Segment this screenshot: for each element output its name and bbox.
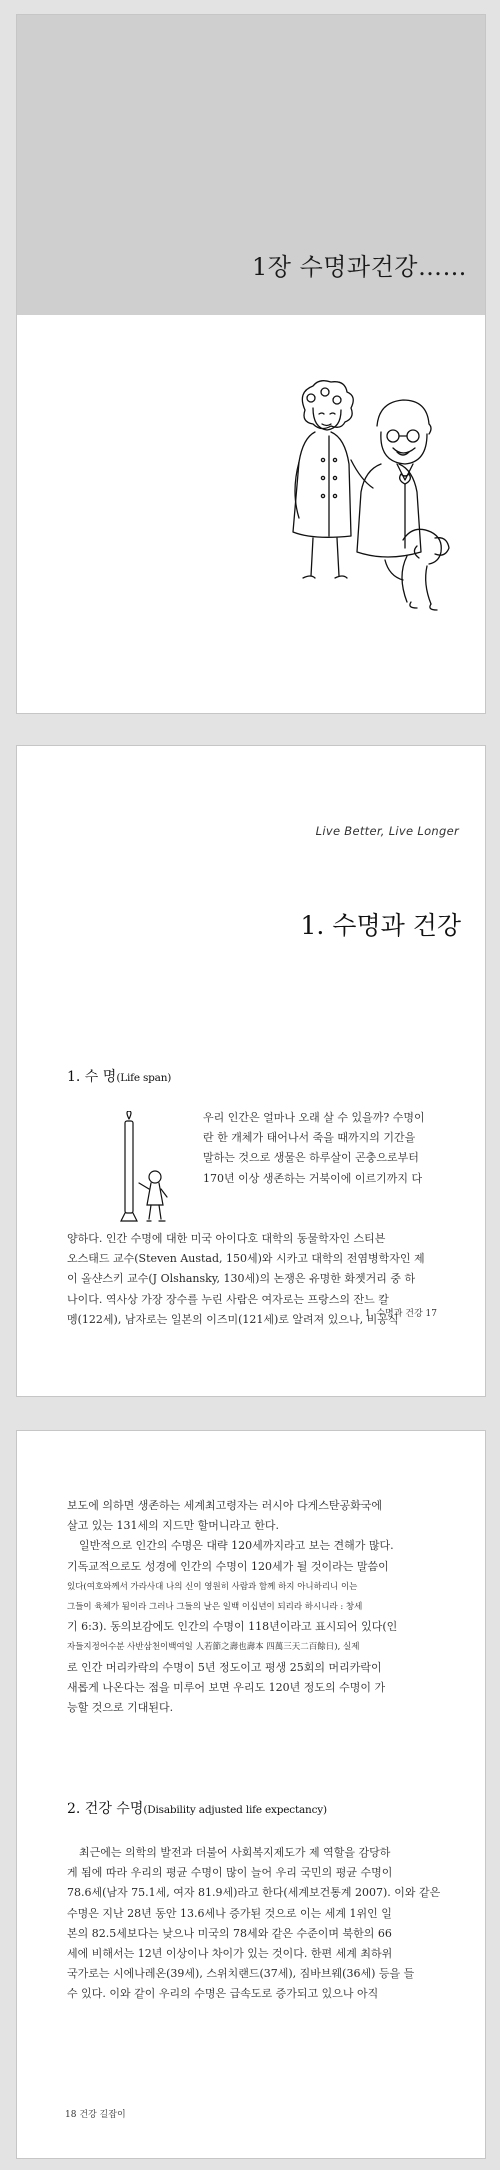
page-chapter-opener [16, 14, 486, 714]
text-line: 국가로는 시에나레온(39세), 스위치랜드(37세), 짐바브웨(36세) 등을 들 [67, 1967, 415, 1981]
text-line: 최근에는 의학의 발전과 더불어 사회복지제도가 제 역할을 감당하 [79, 1846, 391, 1859]
text-line: 170년 이상 생존하는 거북이에 이르기까지 다 [203, 1171, 423, 1185]
text-line: 자들지정어수분 사반삼천이백여일 人若節之壽也壽本 四萬三天二百餘日), 실제 [67, 1642, 360, 1653]
text-line: 세에 비해서는 12년 이상이나 차이가 있는 것이다. 한편 세계 최하위 [67, 1947, 393, 1961]
subsection-heading-ko: 2. 건강 수명 [67, 1801, 144, 1817]
text-line: 새롭게 나온다는 점을 미루어 보면 우리도 120년 정도의 수명이 가 [67, 1680, 386, 1694]
text-line: 게 됨에 따라 우리의 평균 수명이 많이 늘어 우리 국민의 평균 수명이 [67, 1866, 393, 1880]
section-title: 1. 수명과 건강 [300, 911, 461, 940]
text-line: 나이다. 역사상 가장 장수를 누린 사람은 여자로는 프랑스의 잔느 칼 [67, 1292, 389, 1306]
text-line: 수명은 지난 28년 동안 13.6세나 증가된 것으로 이는 세계 1위인 일 [67, 1906, 392, 1920]
subsection-heading-ko: 1. 수 명 [67, 1069, 117, 1085]
text-line: 78.6세(남자 75.1세, 여자 81.9세)라고 한다(세계보건통계 2007). 이와 같은 [67, 1886, 441, 1900]
text-line: 그들이 육체가 됨이라 그러나 그들의 날은 일백 이십년이 되리라 하시니라 : 창세 [67, 1602, 363, 1613]
elderly-couple-with-dog-illustration [285, 380, 465, 630]
text-line: 말하는 것으로 생물은 하루살이 곤충으로부터 [203, 1151, 419, 1165]
text-line: 살고 있는 131세의 지드만 할머니라고 한다. [67, 1519, 279, 1533]
text-line: 일반적으로 인간의 수명은 대략 120세까지라고 보는 견해가 많다. [79, 1539, 394, 1553]
text-line: 란 한 개체가 태어나서 죽을 때까지의 기간을 [203, 1131, 416, 1145]
body-text [67, 1843, 443, 2005]
running-tagline: Live Better, Live Longer [315, 824, 459, 838]
text-line: 우리 인간은 얼마나 오래 살 수 있을까? 수명이 [203, 1111, 425, 1124]
subsection-heading [67, 1066, 171, 1086]
page-17 [16, 745, 486, 1397]
body-text [67, 1496, 443, 1718]
text-line: 수 있다. 이와 같이 우리의 수명은 급속도로 증가되고 있으나 아직 [67, 1987, 379, 2001]
text-line: 본의 82.5세보다는 낮으나 미국의 78세와 같은 수준이며 북한의 66 [67, 1926, 392, 1940]
text-line: 양하다. 인간 수명에 대한 미국 아이다호 대학의 동물학자인 스티븐 [67, 1232, 386, 1245]
text-line: 오스태드 교수(Steven Austad, 150세)와 시카고 대학의 전염병학자인 제 [67, 1252, 425, 1266]
text-line: 있다(여호와께서 가라사대 나의 신이 영원히 사람과 함께 하지 아니하리니 이는 [67, 1581, 358, 1592]
text-line: 기 6:3). 동의보감에도 인간의 수명이 118년이라고 표시되어 있다(인 [67, 1620, 398, 1634]
text-line: 능할 것으로 기대된다. [67, 1701, 174, 1715]
page-folio: 18 건강 길잡이 [65, 2110, 126, 2120]
page-18 [16, 1430, 486, 2159]
text-line: 로 인간 머리카락의 수명이 5년 정도이고 평생 25회의 머리카락이 [67, 1660, 382, 1674]
subsection-heading [67, 1798, 327, 1818]
subsection-heading-en: (Life span) [116, 1072, 172, 1084]
chapter-title: 1장 수명과건강…… [251, 253, 467, 281]
text-line: 이 올샨스키 교수(J Olshansky, 130세)의 논쟁은 유명한 화젯거리 중 하 [67, 1272, 416, 1286]
subsection-heading-en: (Disability adjusted life expectancy) [143, 1804, 327, 1816]
text-line: 멩(122세), 남자로는 일본의 이즈미(121세)로 알려져 있으나, 비공식 [67, 1312, 399, 1326]
body-text-wrapped [203, 1108, 435, 1189]
text-line: 기독교적으로도 성경에 인간의 수명이 120세가 될 것이라는 말씀이 [67, 1559, 389, 1573]
person-with-tall-candle-illustration [115, 1111, 175, 1229]
page-folio: 1. 수명과 건강 17 [364, 1309, 437, 1319]
text-line: 보도에 의하면 생존하는 세계최고령자는 러시아 다게스탄공화국에 [67, 1499, 383, 1512]
